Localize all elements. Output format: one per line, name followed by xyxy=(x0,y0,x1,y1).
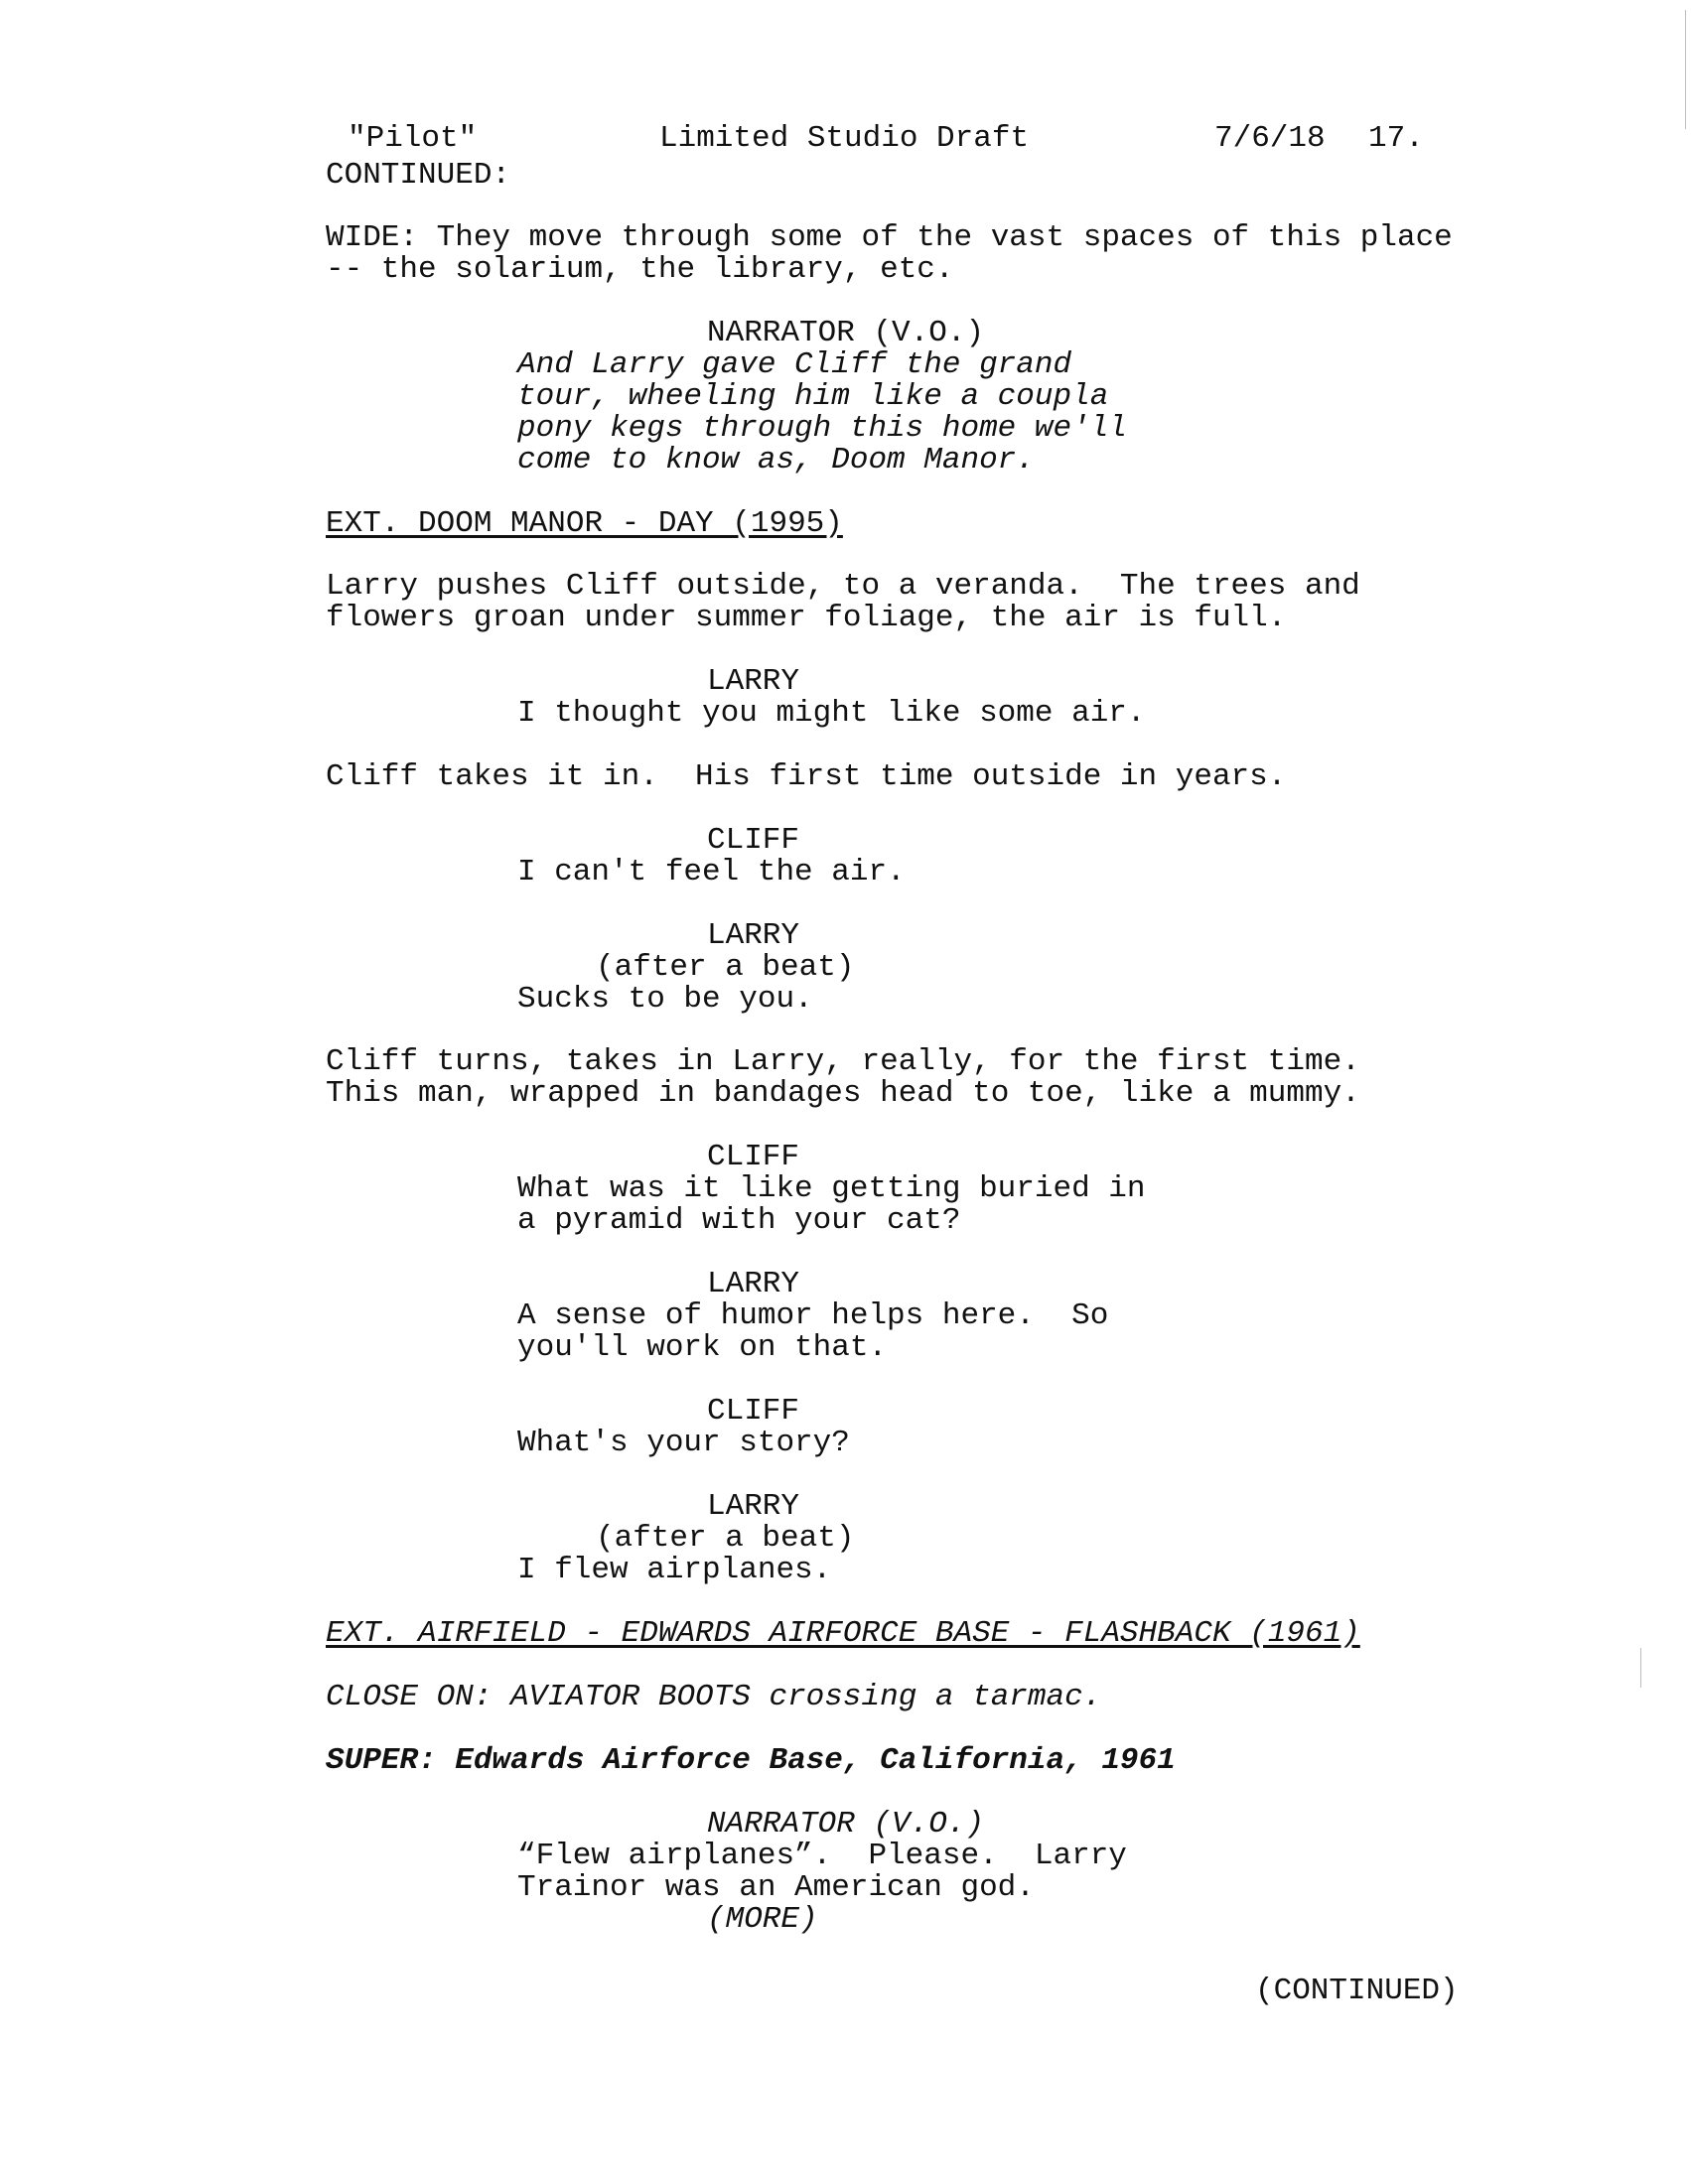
more-marker: (MORE) xyxy=(707,1902,818,1937)
character-name: LARRY xyxy=(707,1489,800,1524)
action-line: Cliff takes it in. His first time outside in years. xyxy=(326,759,1287,794)
parenthetical: (after a beat) xyxy=(596,950,855,985)
scene-heading: EXT. DOOM MANOR - DAY (1995) xyxy=(326,506,843,541)
character-name: CLIFF xyxy=(707,1140,800,1174)
character-name: LARRY xyxy=(707,1267,800,1301)
dialogue-line: you'll work on that. xyxy=(517,1330,888,1365)
dialogue-line: I can't feel the air. xyxy=(517,855,906,889)
header-date: 7/6/18 xyxy=(1214,121,1326,156)
scan-edge-mark xyxy=(1685,10,1686,129)
dialogue-line: “Flew airplanes”. Please. Larry xyxy=(517,1839,1127,1873)
scan-edge-mark xyxy=(1640,1648,1641,1688)
dialogue-line: tour, wheeling him like a coupla xyxy=(517,379,1109,414)
parenthetical: (after a beat) xyxy=(596,1521,855,1556)
continued-top: CONTINUED: xyxy=(326,158,511,193)
dialogue-line: come to know as, Doom Manor. xyxy=(517,443,1035,478)
action-line: -- the solarium, the library, etc. xyxy=(326,252,954,287)
character-name: NARRATOR (V.O.) xyxy=(707,1807,985,1842)
header-page-number: 17. xyxy=(1368,121,1424,156)
character-name: NARRATOR (V.O.) xyxy=(707,316,985,350)
header-title: "Pilot" xyxy=(348,121,478,156)
dialogue-line: I flew airplanes. xyxy=(517,1553,832,1587)
dialogue-line: A sense of humor helps here. So xyxy=(517,1298,1109,1333)
super-text: SUPER: Edwards Airforce Base, California, 1961 xyxy=(326,1743,1176,1778)
dialogue-line: Trainor was an American god. xyxy=(517,1870,1035,1905)
scene-heading: EXT. AIRFIELD - EDWARDS AIRFORCE BASE - FLASHBACK (1961) xyxy=(326,1616,1360,1651)
dialogue-line: I thought you might like some air. xyxy=(517,696,1146,731)
action-line: CLOSE ON: AVIATOR BOOTS crossing a tarmac. xyxy=(326,1680,1102,1714)
action-line: Cliff turns, takes in Larry, really, for the first time. xyxy=(326,1044,1360,1079)
dialogue-line: What's your story? xyxy=(517,1426,850,1460)
action-line: This man, wrapped in bandages head to toe, like a mummy. xyxy=(326,1076,1360,1111)
continued-bottom: (CONTINUED) xyxy=(1255,1974,1459,2008)
action-line: Larry pushes Cliff outside, to a veranda. The trees and xyxy=(326,569,1360,604)
dialogue-line: And Larry gave Cliff the grand xyxy=(517,347,1072,382)
character-name: LARRY xyxy=(707,918,800,953)
dialogue-line: What was it like getting buried in xyxy=(517,1171,1146,1206)
dialogue-line: pony kegs through this home we'll xyxy=(517,411,1127,446)
dialogue-line: a pyramid with your cat? xyxy=(517,1203,961,1238)
character-name: CLIFF xyxy=(707,1394,800,1429)
dialogue-line: Sucks to be you. xyxy=(517,982,813,1017)
action-line: flowers groan under summer foliage, the air is full. xyxy=(326,601,1287,635)
character-name: CLIFF xyxy=(707,823,800,858)
character-name: LARRY xyxy=(707,664,800,699)
action-line: WIDE: They move through some of the vast spaces of this place xyxy=(326,220,1453,255)
header-draft: Limited Studio Draft xyxy=(659,121,1030,156)
